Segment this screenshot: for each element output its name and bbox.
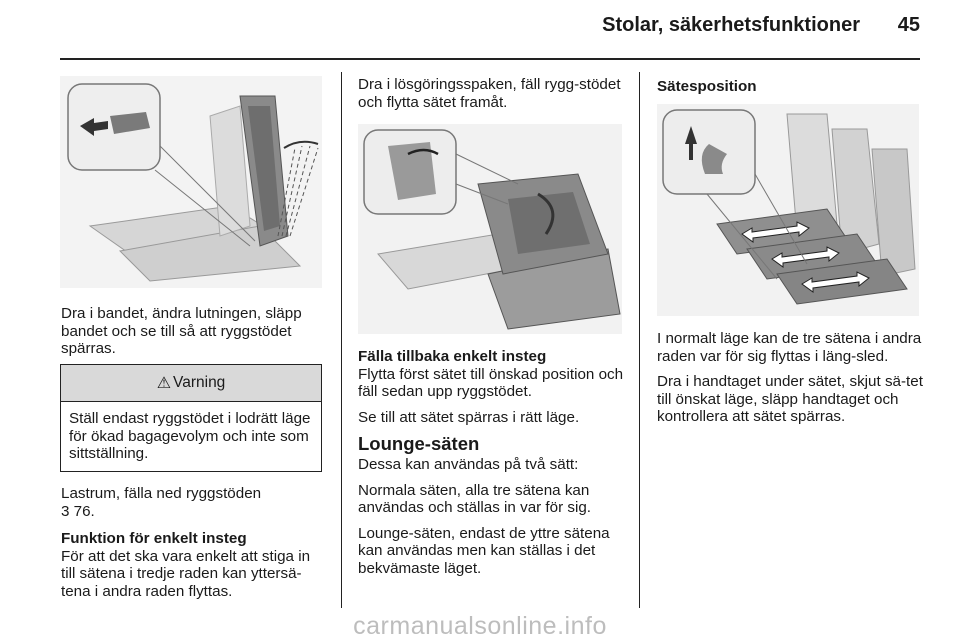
warning-title: Varning (173, 374, 226, 391)
column-1-lower (61, 485, 323, 600)
caption-recline: Dra i bandet, ändra lutningen, släpp bandet och se till så att ryggstödet spärras. (61, 305, 302, 357)
seat-position-p2: Dra i handtaget under sätet, skjut sä-tet till önskat läge, släpp handtaget och kontrollera att sätet spärras. (657, 373, 923, 425)
figure-seat-fold-forward (358, 124, 622, 334)
column-2-text (358, 348, 630, 585)
cross-reference-text: Lastrum, fälla ned ryggstöden (61, 485, 262, 502)
page-header-title: Stolar, säkerhetsfunktioner (602, 14, 860, 36)
cross-reference-page[interactable]: 3 76. (61, 502, 95, 520)
figure-seat-recline (60, 76, 322, 288)
lounge-intro: Dessa kan användas på två sätt: (358, 456, 579, 473)
warning-box (60, 364, 322, 472)
warning-body: Ställ endast ryggstödet i lodrätt läge för ökad bagagevolym och inte som sittställning. (69, 410, 311, 462)
column-1-caption (61, 305, 323, 366)
column-divider (639, 72, 640, 608)
lounge-normal: Normala säten, alla tre sätena kan användas och ställas in var för sig. (358, 481, 591, 516)
column-3-heading (657, 78, 920, 96)
subheading-seat-position: Sätesposition (657, 78, 757, 95)
subheading-fold-back: Fälla tillbaka enkelt insteg (358, 348, 547, 365)
fold-back-body-2: Se till att sätet spärras i rätt läge. (358, 408, 580, 426)
column-2-intro (358, 76, 623, 119)
figure-seat-slide (657, 104, 919, 316)
section-body-easy-entry: För att det ska vara enkelt att stiga in till sätena i tredje raden kan yttersä-tena i andra raden flyttas. (61, 547, 311, 600)
column-3-text (657, 330, 923, 434)
seat-position-p1: I normalt läge kan de tre sätena i andra raden var för sig flyttas i läng-sled. (657, 330, 922, 365)
header-divider (60, 58, 920, 60)
page-number: 45 (897, 14, 920, 36)
lounge-mode: Lounge-säten, endast de yttre sätena kan användas men kan ställas i det bekvämaste läget. (358, 524, 610, 577)
column-divider (341, 72, 342, 608)
fold-back-body: Flytta först sätet till önskad position och fäll sedan upp ryggstödet. (358, 365, 624, 400)
section-heading-easy-entry: Funktion för enkelt insteg (61, 530, 247, 547)
heading-lounge-seats: Lounge-säten (358, 433, 480, 454)
warning-triangle-icon: ⚠ (156, 375, 172, 392)
warning-header (61, 365, 321, 402)
watermark: carmanualsonline.info (353, 612, 607, 640)
intro-release-lever: Dra i lösgöringsspaken, fäll rygg-stödet och flytta sätet framåt. (358, 76, 621, 111)
